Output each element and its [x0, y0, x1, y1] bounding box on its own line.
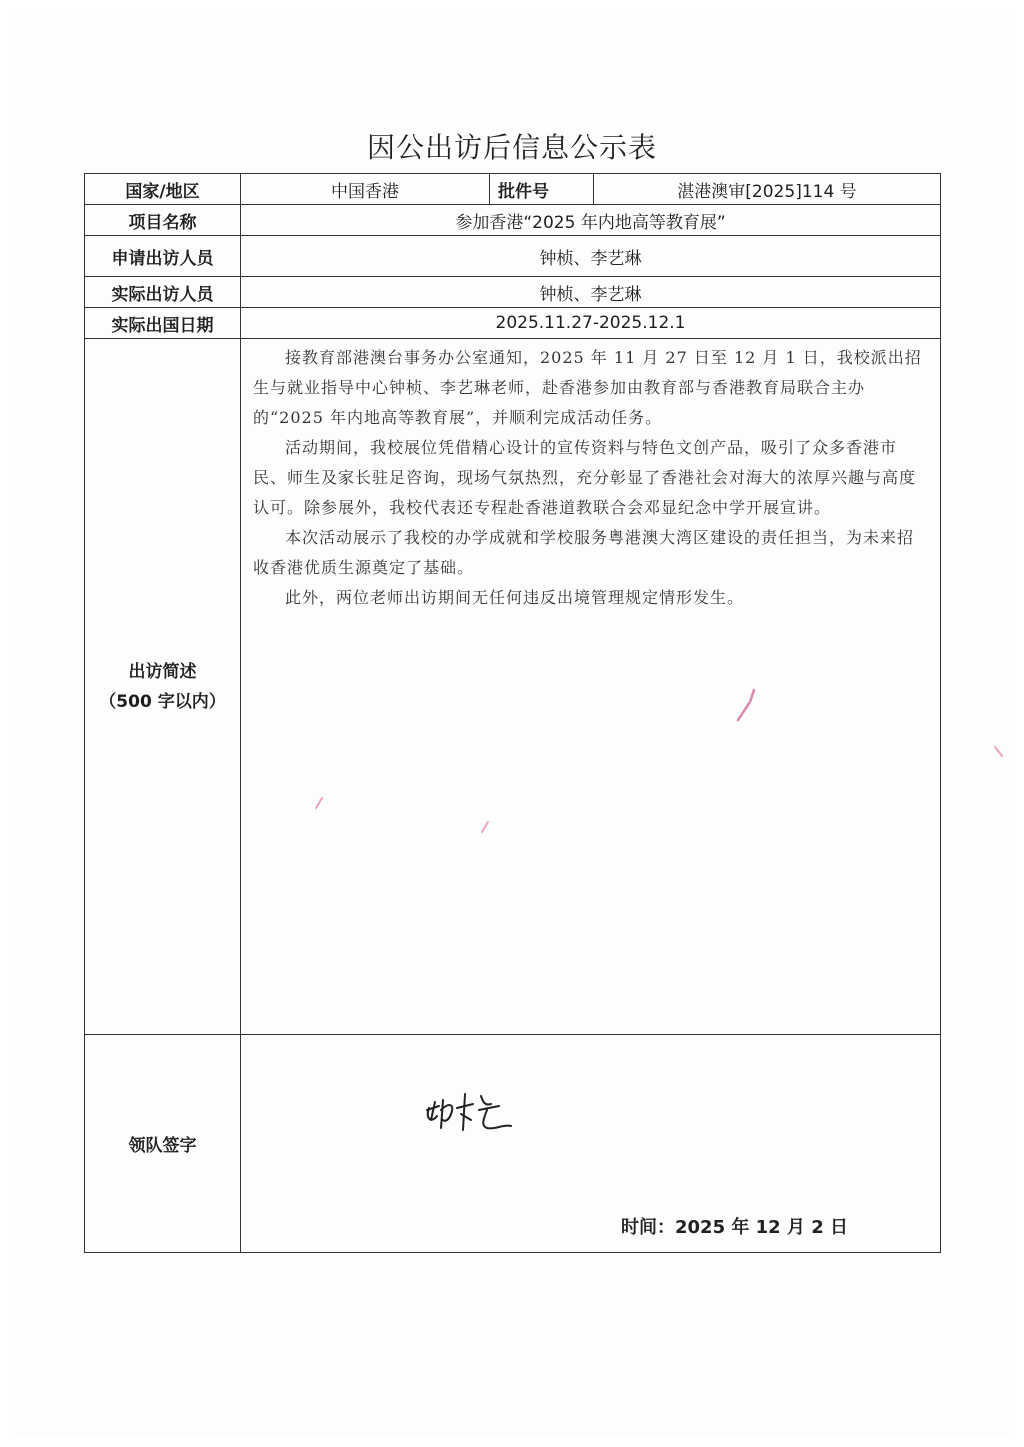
table-row: [85, 1035, 941, 1253]
actual-value: 钟桢、李艺琳: [241, 277, 941, 308]
date-value: 2025.11.27-2025.12.1: [241, 308, 941, 339]
ink-smudge-mark: [992, 744, 1006, 760]
country-value: 中国香港: [241, 174, 490, 205]
info-table: [84, 173, 941, 1253]
table-row: [85, 174, 941, 205]
signature-cell: [241, 1035, 941, 1253]
summary-label-line2: （500 字以内）: [99, 691, 226, 712]
summary-paragraph: 活动期间，我校展位凭借精心设计的宣传资料与特色文创产品，吸引了众多香港市民、师生及家长驻足咨询，现场气氛热烈，充分彰显了香港社会对海大的浓厚兴趣与高度认可。除参展外，我校代表还专程赴香港道教联合会邓显纪念中学开展宣讲。: [253, 438, 917, 517]
page-title: 因公出访后信息公示表: [366, 131, 657, 164]
actual-label: 实际出访人员: [85, 277, 241, 308]
applicants-value: 钟桢、李艺琳: [241, 236, 941, 277]
table-row: [85, 205, 941, 236]
ink-smudge-mark: [312, 796, 326, 812]
signature-date: 时间：2025 年 12 月 2 日: [621, 1217, 849, 1238]
handwritten-signature: [421, 1080, 531, 1140]
applicants-label: 申请出访人员: [85, 236, 241, 277]
ink-smudge-mark: [732, 688, 762, 724]
table-row: [85, 308, 941, 339]
table-row: [85, 277, 941, 308]
summary-label-line1: 出访简述: [128, 661, 197, 682]
summary-body: [241, 339, 941, 1035]
country-label: 国家/地区: [85, 174, 241, 205]
approval-value: 湛港澳审[2025]114 号: [594, 174, 941, 205]
signature-label: 领队签字: [85, 1035, 241, 1253]
ink-smudge-mark: [478, 820, 492, 836]
summary-paragraph: 接教育部港澳台事务办公室通知，2025 年 11 月 27 日至 12 月 1 日，我校派出招生与就业指导中心钟桢、李艺琳老师，赴香港参加由教育部与香港教育局联合主办的“2025 年内地高等教育展”，并顺利完成活动任务。: [253, 348, 922, 427]
project-value: 参加香港“2025 年内地高等教育展”: [241, 205, 941, 236]
table-row: [85, 339, 941, 1035]
summary-paragraph: 此外，两位老师出访期间无任何违反出境管理规定情形发生。: [285, 588, 745, 607]
approval-label: 批件号: [490, 174, 594, 205]
table-row: [85, 236, 941, 277]
summary-label: [85, 339, 241, 1035]
project-label: 项目名称: [85, 205, 241, 236]
summary-paragraph: 本次活动展示了我校的办学成就和学校服务粤港澳大湾区建设的责任担当，为未来招收香港优质生源奠定了基础。: [253, 528, 915, 577]
date-label: 实际出国日期: [85, 308, 241, 339]
